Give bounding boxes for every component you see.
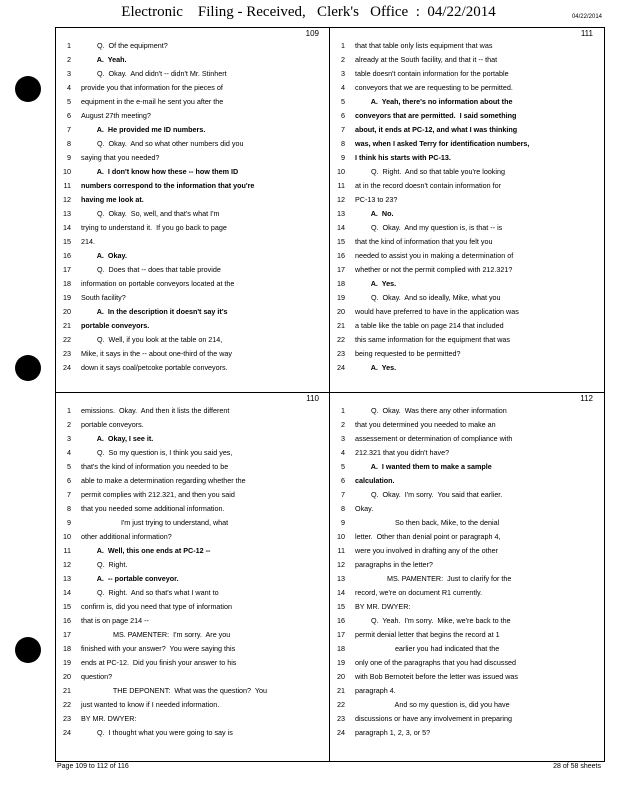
line-text: a table like the table on page 214 that included: [355, 321, 504, 330]
line-text: having me look at.: [81, 195, 144, 204]
line-text: portable conveyors.: [81, 420, 144, 429]
line-text: paragraph 4.: [355, 686, 396, 695]
line-text: BY MR. DWYER:: [355, 602, 411, 611]
line-number: 2: [67, 420, 71, 429]
line-text: Q. Okay. And so ideally, Mike, what you: [355, 293, 501, 302]
line-text: would have preferred to have in the application was: [355, 307, 519, 316]
line-text: permit complies with 212.321, and then you said: [81, 490, 235, 499]
line-text: 214.: [81, 237, 95, 246]
binder-hole-middle: [15, 355, 41, 381]
line-number: 4: [341, 448, 345, 457]
page-number: 112: [580, 394, 593, 403]
header-date-stamp: 04/22/2014: [571, 14, 602, 20]
line-text: assessement or determination of compliance with: [355, 434, 513, 443]
line-number: 23: [63, 349, 71, 358]
line-text: A. Well, this one ends at PC-12 --: [81, 546, 211, 555]
line-number: 12: [337, 560, 345, 569]
line-number: 7: [67, 125, 71, 134]
line-number: 9: [341, 153, 345, 162]
line-text: MS. PAMENTER: Just to clarify for the: [355, 574, 512, 583]
line-text: saying that you needed?: [81, 153, 160, 162]
line-number: 5: [341, 462, 345, 471]
line-text: A. -- portable conveyor.: [81, 574, 179, 583]
line-text: Q. Well, if you look at the table on 214,: [81, 335, 223, 344]
line-number: 10: [337, 532, 345, 541]
line-text: PC-13 to 23?: [355, 195, 398, 204]
line-text: paragraph 1, 2, 3, or 5?: [355, 728, 431, 737]
line-text: Q. Okay. Was there any other information: [355, 406, 507, 415]
line-text: that the kind of information that you felt you: [355, 237, 493, 246]
line-number: 20: [63, 307, 71, 316]
line-text: August 27th meeting?: [81, 111, 151, 120]
line-text: discussions or have any involvement in preparing: [355, 714, 513, 723]
line-number: 20: [337, 672, 345, 681]
line-number: 19: [63, 293, 71, 302]
line-number: 23: [337, 714, 345, 723]
line-number: 22: [337, 335, 345, 344]
line-number: 13: [63, 209, 71, 218]
line-text: table doesn't contain information for the portable: [355, 69, 509, 78]
line-text: at in the record doesn't contain information for: [355, 181, 502, 190]
line-text: A. Yes.: [355, 363, 397, 372]
line-text: confirm is, did you need that type of information: [81, 602, 233, 611]
line-text: that's the kind of information you needed to be: [81, 462, 229, 471]
line-text: Q. Right.: [81, 560, 128, 569]
line-number: 21: [337, 321, 345, 330]
line-text: MS. PAMENTER: I'm sorry. Are you: [81, 630, 231, 639]
footer-page-range: Page 109 to 112 of 116: [57, 763, 129, 770]
page-number: 110: [306, 394, 319, 403]
line-text: about, it ends at PC-12, and what I was thinking: [355, 125, 518, 134]
line-number: 8: [341, 139, 345, 148]
line-number: 16: [337, 251, 345, 260]
line-number: 20: [337, 307, 345, 316]
line-number: 14: [63, 223, 71, 232]
line-text: information on portable conveyors located at the: [81, 279, 235, 288]
line-text: Mike, it says in the -- about one-third of the way: [81, 349, 233, 358]
line-number: 3: [67, 69, 71, 78]
line-text: earlier you had indicated that the: [355, 644, 500, 653]
line-number: 21: [63, 321, 71, 330]
line-text: I'm just trying to understand, what: [81, 518, 229, 527]
line-text: A. In the description it doesn't say it's: [81, 307, 228, 316]
line-text: A. No.: [355, 209, 394, 218]
line-number: 8: [341, 504, 345, 513]
line-text: trying to understand it. If you go back to page: [81, 223, 227, 232]
line-number: 18: [63, 279, 71, 288]
line-number: 22: [63, 335, 71, 344]
line-number: 24: [63, 728, 71, 737]
line-number: 21: [63, 686, 71, 695]
line-text: THE DEPONENT: What was the question? You: [81, 686, 268, 695]
line-text: conveyors that we are requesting to be permitted.: [355, 83, 513, 92]
line-number: 5: [67, 97, 71, 106]
line-text: equipment in the e-mail he sent you after the: [81, 97, 224, 106]
line-number: 9: [67, 518, 71, 527]
line-number: 19: [337, 658, 345, 667]
line-number: 18: [337, 644, 345, 653]
line-number: 4: [67, 83, 71, 92]
line-text: 212.321 that you didn't have?: [355, 448, 450, 457]
line-number: 24: [337, 363, 345, 372]
line-number: 15: [337, 237, 345, 246]
line-text: needed to assist you in making a determination of: [355, 251, 514, 260]
line-text: And so my question is, did you have: [355, 700, 510, 709]
line-text: A. I don't know how these -- how them ID: [81, 167, 239, 176]
line-text: that is on page 214 --: [81, 616, 149, 625]
line-text: this same information for the equipment that was: [355, 335, 511, 344]
line-text: Q. Okay. So, well, and that's what I'm: [81, 209, 220, 218]
line-number: 1: [67, 41, 71, 50]
line-number: 11: [63, 546, 71, 555]
line-text: Q. Right. And so that table you're looking: [355, 167, 505, 176]
line-number: 23: [337, 349, 345, 358]
line-number: 6: [67, 476, 71, 485]
line-text: ends at PC-12. Did you finish your answer to his: [81, 658, 237, 667]
line-text: were you involved in drafting any of the other: [355, 546, 499, 555]
line-text: A. Okay, I see it.: [81, 434, 154, 443]
footer-sheet-count: 28 of 58 sheets: [553, 763, 601, 770]
line-number: 13: [63, 574, 71, 583]
line-number: 17: [337, 630, 345, 639]
line-text: portable conveyors.: [81, 321, 150, 330]
line-number: 4: [67, 448, 71, 457]
line-number: 2: [341, 55, 345, 64]
line-text: was, when I asked Terry for identification numbers,: [355, 139, 530, 148]
line-number: 22: [337, 700, 345, 709]
column-divider: [329, 28, 330, 761]
line-text: already at the South facility, and that it -- that: [355, 55, 498, 64]
binder-hole-top: [15, 76, 41, 102]
line-text: Q. Does that -- does that table provide: [81, 265, 221, 274]
line-number: 18: [337, 279, 345, 288]
line-number: 16: [337, 616, 345, 625]
line-text: able to make a determination regarding whether the: [81, 476, 246, 485]
line-number: 14: [63, 588, 71, 597]
line-number: 2: [67, 55, 71, 64]
line-number: 21: [337, 686, 345, 695]
line-number: 16: [63, 251, 71, 260]
line-number: 22: [63, 700, 71, 709]
line-number: 3: [341, 434, 345, 443]
line-text: record, we're on document R1 currently.: [355, 588, 483, 597]
line-text: So then back, Mike, to the denial: [355, 518, 500, 527]
line-text: down it says coal/petcoke portable conveyors.: [81, 363, 228, 372]
line-number: 8: [67, 504, 71, 513]
line-text: A. Yeah, there's no information about the: [355, 97, 513, 106]
page-number: 111: [580, 29, 593, 38]
line-number: 8: [67, 139, 71, 148]
line-number: 17: [63, 630, 71, 639]
line-number: 15: [63, 602, 71, 611]
line-number: 10: [63, 167, 71, 176]
line-text: provide you that information for the pieces of: [81, 83, 223, 92]
line-text: Q. So my question is, I think you said yes,: [81, 448, 233, 457]
line-number: 17: [337, 265, 345, 274]
line-text: Q. Of the equipment?: [81, 41, 168, 50]
line-number: 24: [63, 363, 71, 372]
line-number: 11: [63, 181, 71, 190]
line-text: being requested to be permitted?: [355, 349, 461, 358]
line-text: only one of the paragraphs that you had discussed: [355, 658, 517, 667]
line-number: 15: [337, 602, 345, 611]
line-text: with Bob Bernoteit before the letter was issued was: [355, 672, 519, 681]
line-number: 1: [341, 41, 345, 50]
line-number: 12: [337, 195, 345, 204]
line-text: conveyors that are permitted. I said something: [355, 111, 517, 120]
line-number: 1: [341, 406, 345, 415]
line-number: 19: [337, 293, 345, 302]
line-number: 14: [337, 223, 345, 232]
line-text: Q. Okay. And so what other numbers did you: [81, 139, 244, 148]
line-text: that you needed some additional information.: [81, 504, 225, 513]
line-text: that you determined you needed to make an: [355, 420, 496, 429]
line-text: A. I wanted them to make a sample: [355, 462, 492, 471]
line-number: 13: [337, 209, 345, 218]
line-number: 12: [63, 560, 71, 569]
line-number: 14: [337, 588, 345, 597]
line-number: 7: [67, 490, 71, 499]
line-text: just wanted to know if I needed information.: [81, 700, 220, 709]
line-number: 15: [63, 237, 71, 246]
line-number: 23: [63, 714, 71, 723]
line-text: permit denial letter that begins the record at 1: [355, 630, 500, 639]
line-text: Q. I thought what you were going to say is: [81, 728, 233, 737]
line-number: 1: [67, 406, 71, 415]
line-text: A. He provided me ID numbers.: [81, 125, 206, 134]
line-number: 17: [63, 265, 71, 274]
line-text: Q. Okay. And my question is, is that -- is: [355, 223, 503, 232]
line-text: BY MR. DWYER:: [81, 714, 137, 723]
line-text: Q. Right. And so that's what I want to: [81, 588, 219, 597]
line-text: Q. Yeah. I'm sorry. Mike, we're back to the: [355, 616, 511, 625]
line-number: 3: [341, 69, 345, 78]
filing-stamp-header: Electronic Filing - Received, Clerk's Office : 04/22/2014: [121, 4, 496, 20]
line-text: A. Yeah.: [81, 55, 127, 64]
line-number: 19: [63, 658, 71, 667]
line-text: A. Yes.: [355, 279, 397, 288]
line-number: 11: [337, 546, 345, 555]
line-text: Q. Okay. I'm sorry. You said that earlier.: [355, 490, 503, 499]
line-number: 18: [63, 644, 71, 653]
line-text: calculation.: [355, 476, 395, 485]
line-text: I think his starts with PC-13.: [355, 153, 451, 162]
line-number: 9: [341, 518, 345, 527]
line-text: Okay.: [355, 504, 374, 513]
line-number: 3: [67, 434, 71, 443]
line-number: 12: [63, 195, 71, 204]
line-number: 5: [67, 462, 71, 471]
page-number: 109: [305, 29, 319, 38]
line-number: 7: [341, 490, 345, 499]
line-number: 6: [341, 111, 345, 120]
line-text: finished with your answer? You were saying this: [81, 644, 236, 653]
row-divider: [56, 392, 604, 393]
line-number: 10: [63, 532, 71, 541]
line-text: South facility?: [81, 293, 126, 302]
line-text: whether or not the permit complied with 212.321?: [355, 265, 513, 274]
line-number: 20: [63, 672, 71, 681]
line-text: Q. Okay. And didn't -- didn't Mr. Stinhert: [81, 69, 227, 78]
line-number: 6: [67, 111, 71, 120]
line-text: A. Okay.: [81, 251, 127, 260]
line-text: numbers correspond to the information that you're: [81, 181, 255, 190]
line-number: 4: [341, 83, 345, 92]
line-number: 11: [337, 181, 345, 190]
line-number: 16: [63, 616, 71, 625]
line-number: 7: [341, 125, 345, 134]
line-number: 13: [337, 574, 345, 583]
line-number: 10: [337, 167, 345, 176]
line-text: other additional information?: [81, 532, 172, 541]
line-number: 6: [341, 476, 345, 485]
line-text: emissions. Okay. And then it lists the different: [81, 406, 230, 415]
line-text: letter. Other than denial point or paragraph 4,: [355, 532, 501, 541]
line-number: 5: [341, 97, 345, 106]
line-number: 9: [67, 153, 71, 162]
line-text: that that table only lists equipment that was: [355, 41, 493, 50]
line-text: paragraphs in the letter?: [355, 560, 433, 569]
line-number: 2: [341, 420, 345, 429]
line-text: question?: [81, 672, 113, 681]
line-number: 24: [337, 728, 345, 737]
binder-hole-bottom: [15, 637, 41, 663]
